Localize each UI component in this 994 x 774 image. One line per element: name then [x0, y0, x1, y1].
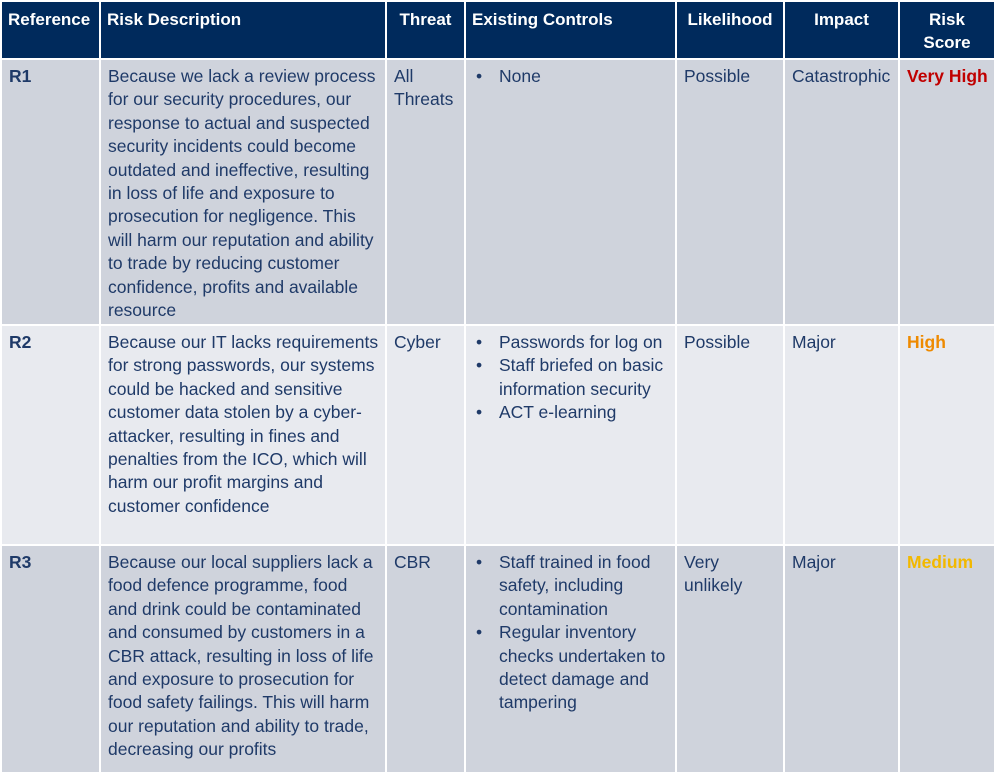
existing-controls-cell	[465, 545, 676, 773]
reference-cell: R1	[1, 59, 100, 325]
control-item: • Regular inventory checks undertaken to detect damage and tampering	[473, 621, 669, 715]
table-row	[1, 325, 994, 545]
impact-cell: Major	[784, 325, 899, 545]
column-header-likelihood: Likelihood	[676, 1, 784, 59]
likelihood-cell: Very unlikely	[676, 545, 784, 773]
column-header-risk-score: Risk Score	[899, 1, 994, 59]
control-item: • None	[473, 65, 669, 88]
reference-cell: R3	[1, 545, 100, 773]
controls-list	[473, 551, 669, 715]
control-item: • Passwords for log on	[473, 331, 669, 354]
threat-cell: Cyber	[386, 325, 465, 545]
controls-list	[473, 331, 669, 425]
likelihood-cell: Possible	[676, 59, 784, 325]
risk-score-cell: Medium	[899, 545, 994, 773]
threat-cell: All Threats	[386, 59, 465, 325]
control-item: • Staff trained in food safety, including contamination	[473, 551, 669, 621]
table-row	[1, 59, 994, 325]
header-row	[1, 1, 994, 59]
column-header-threat: Threat	[386, 1, 465, 59]
risk-score-cell: Very High	[899, 59, 994, 325]
impact-cell: Major	[784, 545, 899, 773]
risk-description-cell: Because we lack a review process for our security procedures, our response to actual and suspected security incidents could become outdated and ineffective, resulting in loss of life and exposure to prosecution for negligence. This will harm our reputation and ability to trade by reducing customer confidence, profits and available resource	[100, 59, 386, 325]
column-header-reference: Reference	[1, 1, 100, 59]
control-item: • ACT e-learning	[473, 401, 669, 424]
column-header-impact: Impact	[784, 1, 899, 59]
impact-cell: Catastrophic	[784, 59, 899, 325]
control-item: • Staff briefed on basic information security	[473, 354, 669, 401]
column-header-existing-controls: Existing Controls	[465, 1, 676, 59]
risk-description-cell: Because our IT lacks requirements for strong passwords, our systems could be hacked and sensitive customer data stolen by a cyber-attacker, resulting in fines and penalties from the ICO, which will harm our profit margins and customer confidence	[100, 325, 386, 545]
existing-controls-cell	[465, 59, 676, 325]
table-row	[1, 545, 994, 773]
threat-cell: CBR	[386, 545, 465, 773]
risk-score-cell: High	[899, 325, 994, 545]
column-header-risk-description: Risk Description	[100, 1, 386, 59]
existing-controls-cell	[465, 325, 676, 545]
controls-list	[473, 65, 669, 88]
reference-cell: R2	[1, 325, 100, 545]
risk-description-cell: Because our local suppliers lack a food defence programme, food and drink could be contaminated and consumed by customers in a CBR attack, resulting in loss of life and exposure to prosecution for food safety failings. This will harm our reputation and ability to trade, decreasing our profits	[100, 545, 386, 773]
likelihood-cell: Possible	[676, 325, 784, 545]
